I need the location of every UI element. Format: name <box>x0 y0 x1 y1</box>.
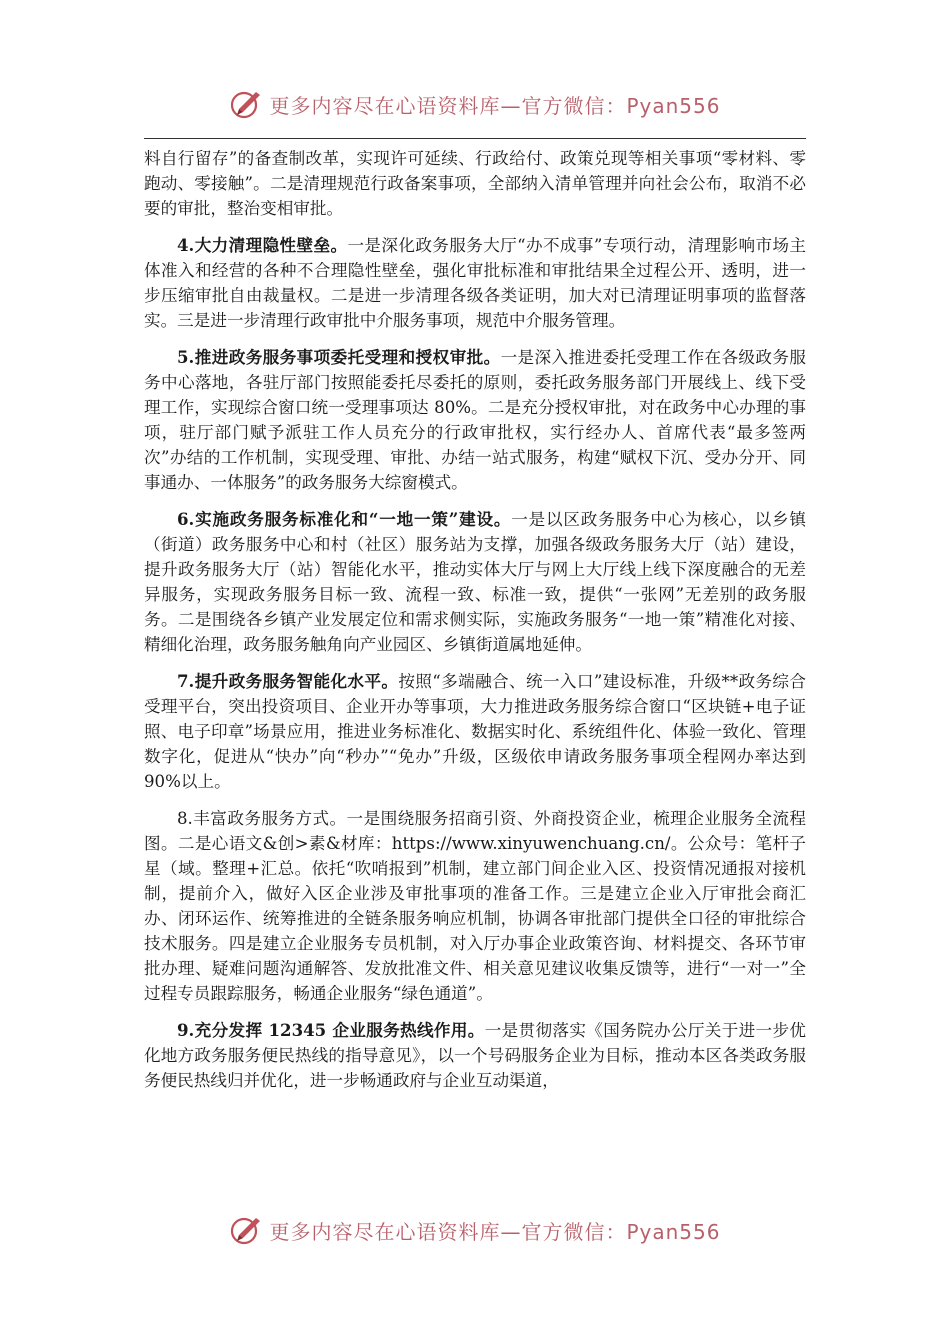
paragraph-text: 料自行留存”的备查制改革，实现许可延续、行政给付、政策兑现等相关事项“零材料、零跑动、零接触”。二是清理规范行政备案事项，全部纳入清单管理并向社会公布，取消不必要的审批，整治变相审批。 <box>144 149 806 218</box>
paragraph <box>144 146 806 221</box>
paragraph-text: 一是以区政务服务中心为核心，以乡镇（街道）政务服务中心和村（社区）服务站为支撑，加强各级政务服务大厅（站）建设，提升政务服务大厅（站）智能化水平，推动实体大厅与网上大厅线上线下深度融合的无差异服务，实现政务服务目标一致、流程一致、标准一致，提供“一张网”无差别的政务服务。二是围绕各乡镇产业发展定位和需求侧实际，实施政务服务“一地一策”精准化对接、精细化治理，政务服务触角向产业园区、乡镇街道属地延伸。 <box>144 510 806 654</box>
paragraph-text: 8.丰富政务服务方式。一是围绕服务招商引资、外商投资企业，梳理企业服务全流程图。二是心语文&创>素&材库：https://www.xinyuwenchuang.cn/。公众号：笔杆子星（域。整理+汇总。依托“吹哨报到”机制，建立部门间企业入区、投资情况通报对接机制，提前介入，做好入区企业涉及审批事项的准备工作。三是建立企业入厅审批会商汇办、闭环运作、统筹推进的全链条服务响应机制，协调各审批部门提供全口径的审批综合技术服务。四是建立企业服务专员机制，对入厅办事企业政策咨询、材料提交、各环节审批办理、疑难问题沟通解答、发放批准文件、相关意见建议收集反馈等，进行“一对一”全过程专员跟踪服务，畅通企业服务“绿色通道”。 <box>144 809 806 1003</box>
paragraph <box>144 1018 806 1093</box>
paragraph-text: 一是深化政务服务大厅“办不成事”专项行动，清理影响市场主体准入和经营的各种不合理隐性壁垒，强化审批标准和审批结果全过程公开、透明，进一步压缩审批自由裁量权。二是进一步清理各级各类证明，加大对已清理证明事项的监督落实。三是进一步清理行政审批中介服务事项，规范中介服务管理。 <box>144 236 806 330</box>
paragraph-text: 一是深入推进委托受理工作在各级政务服务中心落地，各驻厅部门按照能委托尽委托的原则，委托政务服务部门开展线上、线下受理工作，实现综合窗口统一受理事项达 80%。二是充分授权审批，对在政务中心办理的事项，驻厅部门赋予派驻工作人员充分的行政审批权，实行经办人、首席代表“最多签两次”办结的工作机制，实现受理、审批、办结一站式服务，构建“赋权下沉、受办分开、同事通办、一体服务”的政务服务大综窗模式。 <box>144 348 807 492</box>
document-body <box>144 146 806 1105</box>
pen-logo-icon <box>229 1213 265 1247</box>
paragraph <box>144 669 806 794</box>
paragraph <box>144 345 806 495</box>
paragraph-heading: 6.实施政务服务标准化和“一地一策”建设。 <box>177 509 512 529</box>
header-divider <box>144 138 806 139</box>
paragraph <box>144 233 806 333</box>
paragraph-text: 一是贯彻落实《国务院办公厅关于进一步优化地方政务服务便民热线的指导意见》，以一个号码服务企业为目标，推动本区各类政务服务便民热线归并优化，进一步畅通政府与企业互动渠道， <box>144 1021 806 1090</box>
paragraph-heading: 5.推进政务服务事项委托受理和授权审批。 <box>177 347 501 367</box>
paragraph <box>144 507 806 657</box>
paragraph-text: 按照“多端融合、统一入口”建设标准，升级**政务综合受理平台，突出投资项目、企业开办等事项，大力推进政务服务综合窗口“区块链+电子证照、电子印章”场景应用，推进业务标准化、数据实时化、系统组件化、体验一致化、管理数字化，促进从“快办”向“秒办”“免办”升级，区级依申请政务服务事项全程网办率达到90%以上。 <box>144 672 806 791</box>
pen-logo-icon <box>229 87 265 121</box>
footer-banner <box>0 1210 950 1250</box>
header-banner-text: 更多内容尽在心语资料库—官方微信：Pyan556 <box>269 93 721 118</box>
paragraph-heading: 4.大力清理隐性壁垒。 <box>177 235 348 255</box>
paragraph-heading: 9.充分发挥 12345 企业服务热线作用。 <box>177 1020 485 1040</box>
footer-banner-text: 更多内容尽在心语资料库—官方微信：Pyan556 <box>269 1219 721 1244</box>
header-banner <box>0 84 950 124</box>
paragraph-heading: 7.提升政务服务智能化水平。 <box>177 671 399 691</box>
paragraph <box>144 806 806 1006</box>
